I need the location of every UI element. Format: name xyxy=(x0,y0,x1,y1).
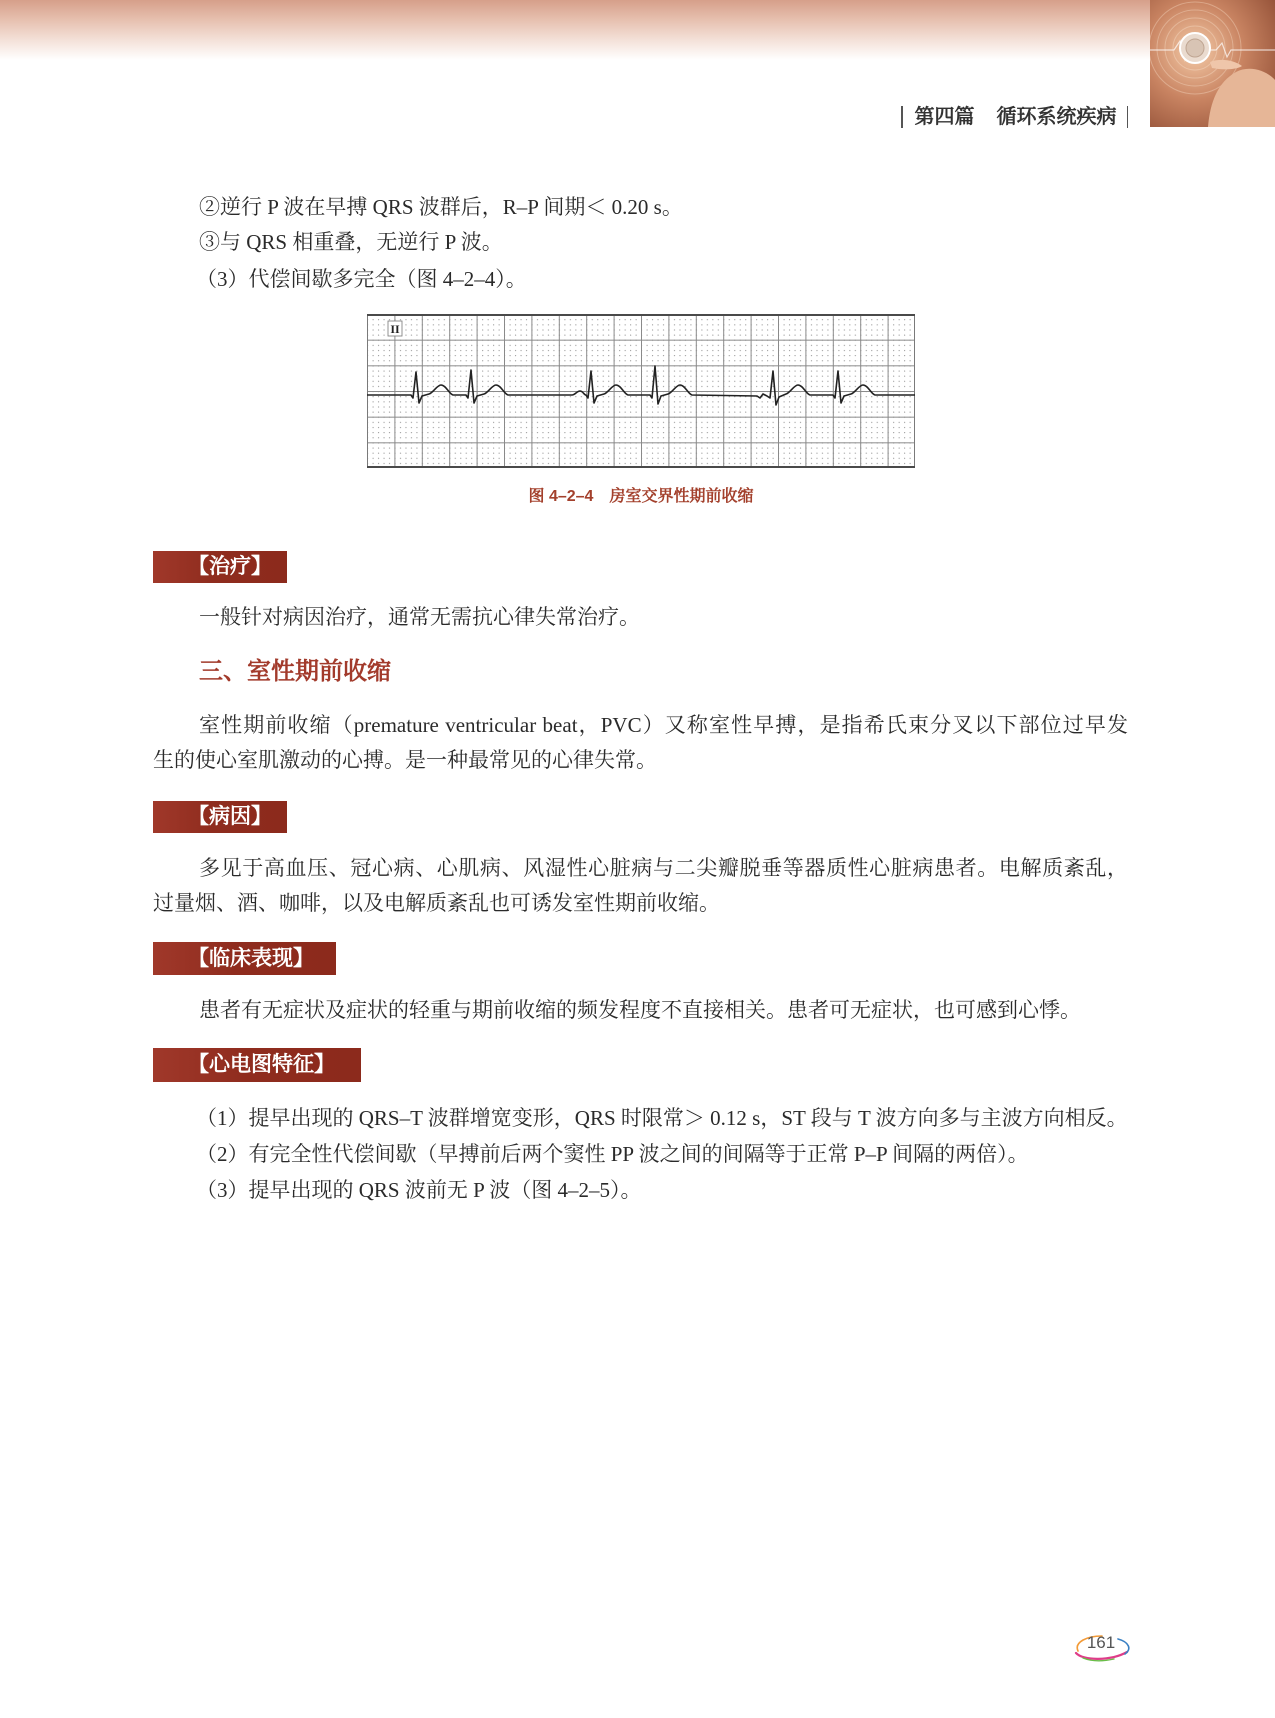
header-gradient-band xyxy=(0,0,1150,60)
section-banner-clinical: 【临床表现】 xyxy=(153,942,336,975)
page-number: 161 xyxy=(1086,1633,1116,1652)
clinical-line: 患者有无症状及症状的轻重与期前收缩的频发程度不直接相关。患者可无症状，也可感到心悸。 xyxy=(199,998,1081,1022)
section-heading-pvc: 三、室性期前收缩 xyxy=(199,658,391,685)
intro-line: （3）代偿间歇多完全（图 4–2–4）。 xyxy=(196,267,527,291)
ecg-feature-item: （3）提早出现的 QRS 波前无 P 波（图 4–2–5）。 xyxy=(196,1178,642,1202)
pvc-definition-line: 生的使心室肌激动的心搏。是一种最常见的心律失常。 xyxy=(153,748,657,772)
figure-caption: 图 4–2–4 房室交界性期前收缩 xyxy=(528,488,754,505)
etiology-line: 过量烟、酒、咖啡，以及电解质紊乱也可诱发室性期前收缩。 xyxy=(153,891,720,915)
pvc-definition-line: 室性期前收缩（premature ventricular beat，PVC）又称室性早搏，是指希氏束分叉以下部位过早发 xyxy=(199,713,1128,737)
running-head-divider-left xyxy=(901,106,903,128)
stethoscope-diaphragm xyxy=(1186,39,1204,57)
intro-line: ③与 QRS 相重叠，无逆行 P 波。 xyxy=(199,230,503,254)
running-head-divider-right xyxy=(1127,106,1129,128)
stethoscope-photo xyxy=(1150,0,1275,127)
treatment-text: 一般针对病因治疗，通常无需抗心律失常治疗。 xyxy=(199,605,640,629)
etiology-line: 多见于高血压、冠心病、心肌病、风湿性心脏病与二尖瓣脱垂等器质性心脏病患者。电解质紊乱， xyxy=(199,856,1128,880)
ecg-lead-label: II xyxy=(390,322,400,336)
intro-line: ②逆行 P 波在早搏 QRS 波群后，R–P 间期＜ 0.20 s。 xyxy=(199,195,683,219)
running-head-chapter: 循环系统疾病 xyxy=(996,106,1117,128)
section-banner-etiology: 【病因】 xyxy=(153,801,287,833)
running-head-part: 第四篇 xyxy=(914,106,975,128)
section-banner-ecg-features: 【心电图特征】 xyxy=(153,1048,361,1082)
ecg-feature-item: （2）有完全性代偿间歇（早搏前后两个窦性 PP 波之间的间隔等于正常 P–P 间隔的两倍）。 xyxy=(196,1142,1029,1166)
ecg-figure xyxy=(367,314,915,468)
page-number-badge xyxy=(1069,1629,1133,1665)
section-banner-treatment: 【治疗】 xyxy=(153,551,287,583)
ecg-feature-item: （1）提早出现的 QRS–T 波群增宽变形，QRS 时限常＞ 0.12 s，ST 段与 T 波方向多与主波方向相反。 xyxy=(196,1106,1128,1130)
running-head xyxy=(901,104,1128,130)
